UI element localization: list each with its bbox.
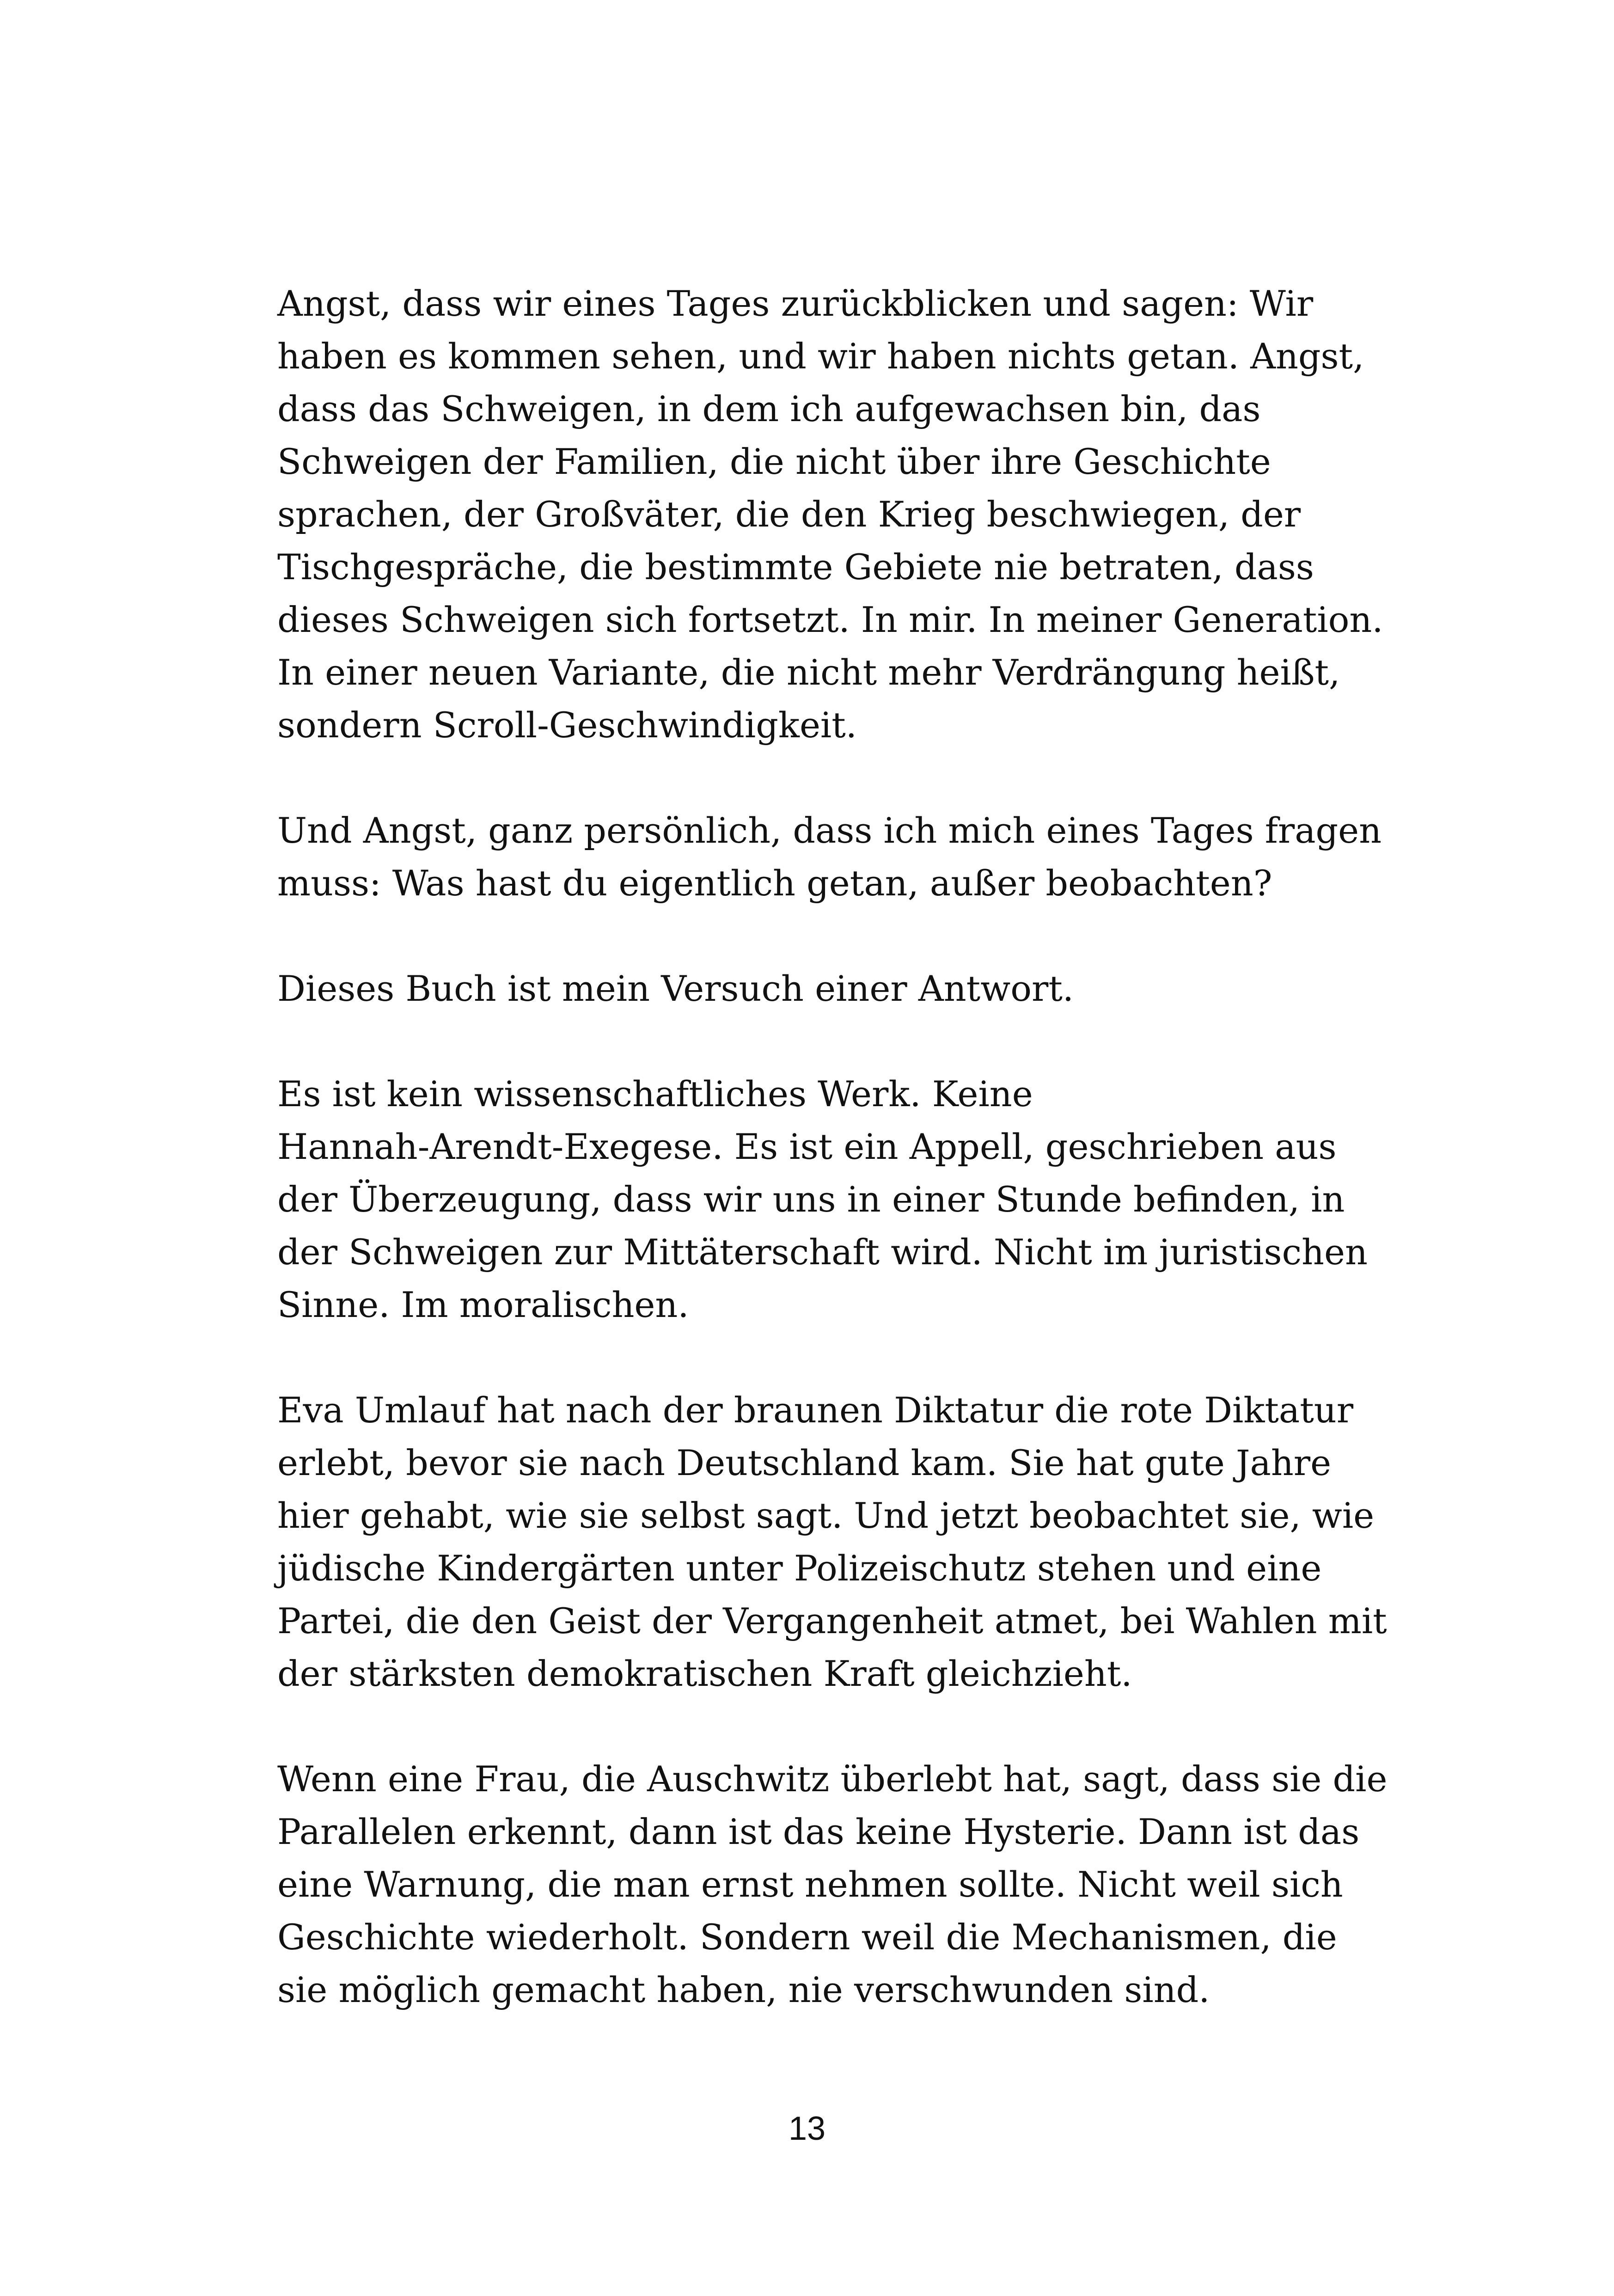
- paragraph: [277, 1753, 1388, 2016]
- text-line: In einer neuen Variante, die nicht mehr Verdrängung heißt,: [277, 652, 1340, 693]
- text-line: Partei, die den Geist der Vergangenheit atmet, bei Wahlen mit: [277, 1600, 1387, 1641]
- text-line: haben es kommen sehen, und wir haben nichts getan. Angst,: [277, 336, 1364, 377]
- text-line: sie möglich gemacht haben, nie verschwunden sind.: [277, 1969, 1210, 2010]
- text-line: Sinne. Im moralischen.: [277, 1284, 689, 1325]
- page-number: 13: [788, 2110, 826, 2147]
- paragraph: [277, 1384, 1387, 1700]
- text-line: Und Angst, ganz persönlich, dass ich mich eines Tages fragen: [277, 810, 1382, 851]
- text-line: Eva Umlauf hat nach der braunen Diktatur die rote Diktatur: [277, 1390, 1354, 1431]
- text-line: sondern Scroll-Geschwindigkeit.: [277, 704, 857, 746]
- text-line: der Überzeugung, dass wir uns in einer Stunde befinden, in: [277, 1179, 1345, 1220]
- paragraph: [277, 277, 1383, 752]
- text-line: Wenn eine Frau, die Auschwitz überlebt hat, sagt, dass sie die: [277, 1758, 1388, 1800]
- text-line: sprachen, der Großväter, die den Krieg beschwiegen, der: [277, 494, 1301, 535]
- text-line: der Schweigen zur Mittäterschaft wird. Nicht im juristischen: [277, 1231, 1368, 1273]
- text-line: Parallelen erkennt, dann ist das keine Hysterie. Dann ist das: [277, 1811, 1360, 1852]
- text-line: Schweigen der Familien, die nicht über ihre Geschichte: [277, 441, 1271, 482]
- text-line: muss: Was hast du eigentlich getan, außer beobachten?: [277, 863, 1272, 904]
- paragraph: [277, 804, 1382, 910]
- text-line: erlebt, bevor sie nach Deutschland kam. Sie hat gute Jahre: [277, 1442, 1332, 1483]
- text-line: dieses Schweigen sich fortsetzt. In mir. In meiner Generation.: [277, 599, 1383, 640]
- text-line: Hannah-Arendt-Exegese. Es ist ein Appell, geschrieben aus: [277, 1126, 1337, 1167]
- text-line: dass das Schweigen, in dem ich aufgewachsen bin, das: [277, 388, 1261, 429]
- text-line: der stärksten demokratischen Kraft gleichzieht.: [277, 1653, 1132, 1694]
- text-line: Geschichte wiederholt. Sondern weil die Mechanismen, die: [277, 1916, 1337, 1958]
- text-line: Angst, dass wir eines Tages zurückblicken und sagen: Wir: [277, 283, 1314, 324]
- text-line: Dieses Buch ist mein Versuch einer Antwort.: [277, 968, 1074, 1009]
- text-line: eine Warnung, die man ernst nehmen sollte. Nicht weil sich: [277, 1864, 1343, 1905]
- body-text: [277, 277, 1388, 2069]
- text-line: jüdische Kindergärten unter Polizeischutz stehen und eine: [277, 1548, 1322, 1589]
- text-line: hier gehabt, wie sie selbst sagt. Und jetzt beobachtet sie, wie: [277, 1495, 1375, 1536]
- paragraph: [277, 962, 1359, 1015]
- text-line: Es ist kein wissenschaftliches Werk. Keine: [277, 1073, 1033, 1114]
- text-line: Tischgespräche, die bestimmte Gebiete nie betraten, dass: [277, 546, 1314, 588]
- paragraph: [277, 1068, 1368, 1331]
